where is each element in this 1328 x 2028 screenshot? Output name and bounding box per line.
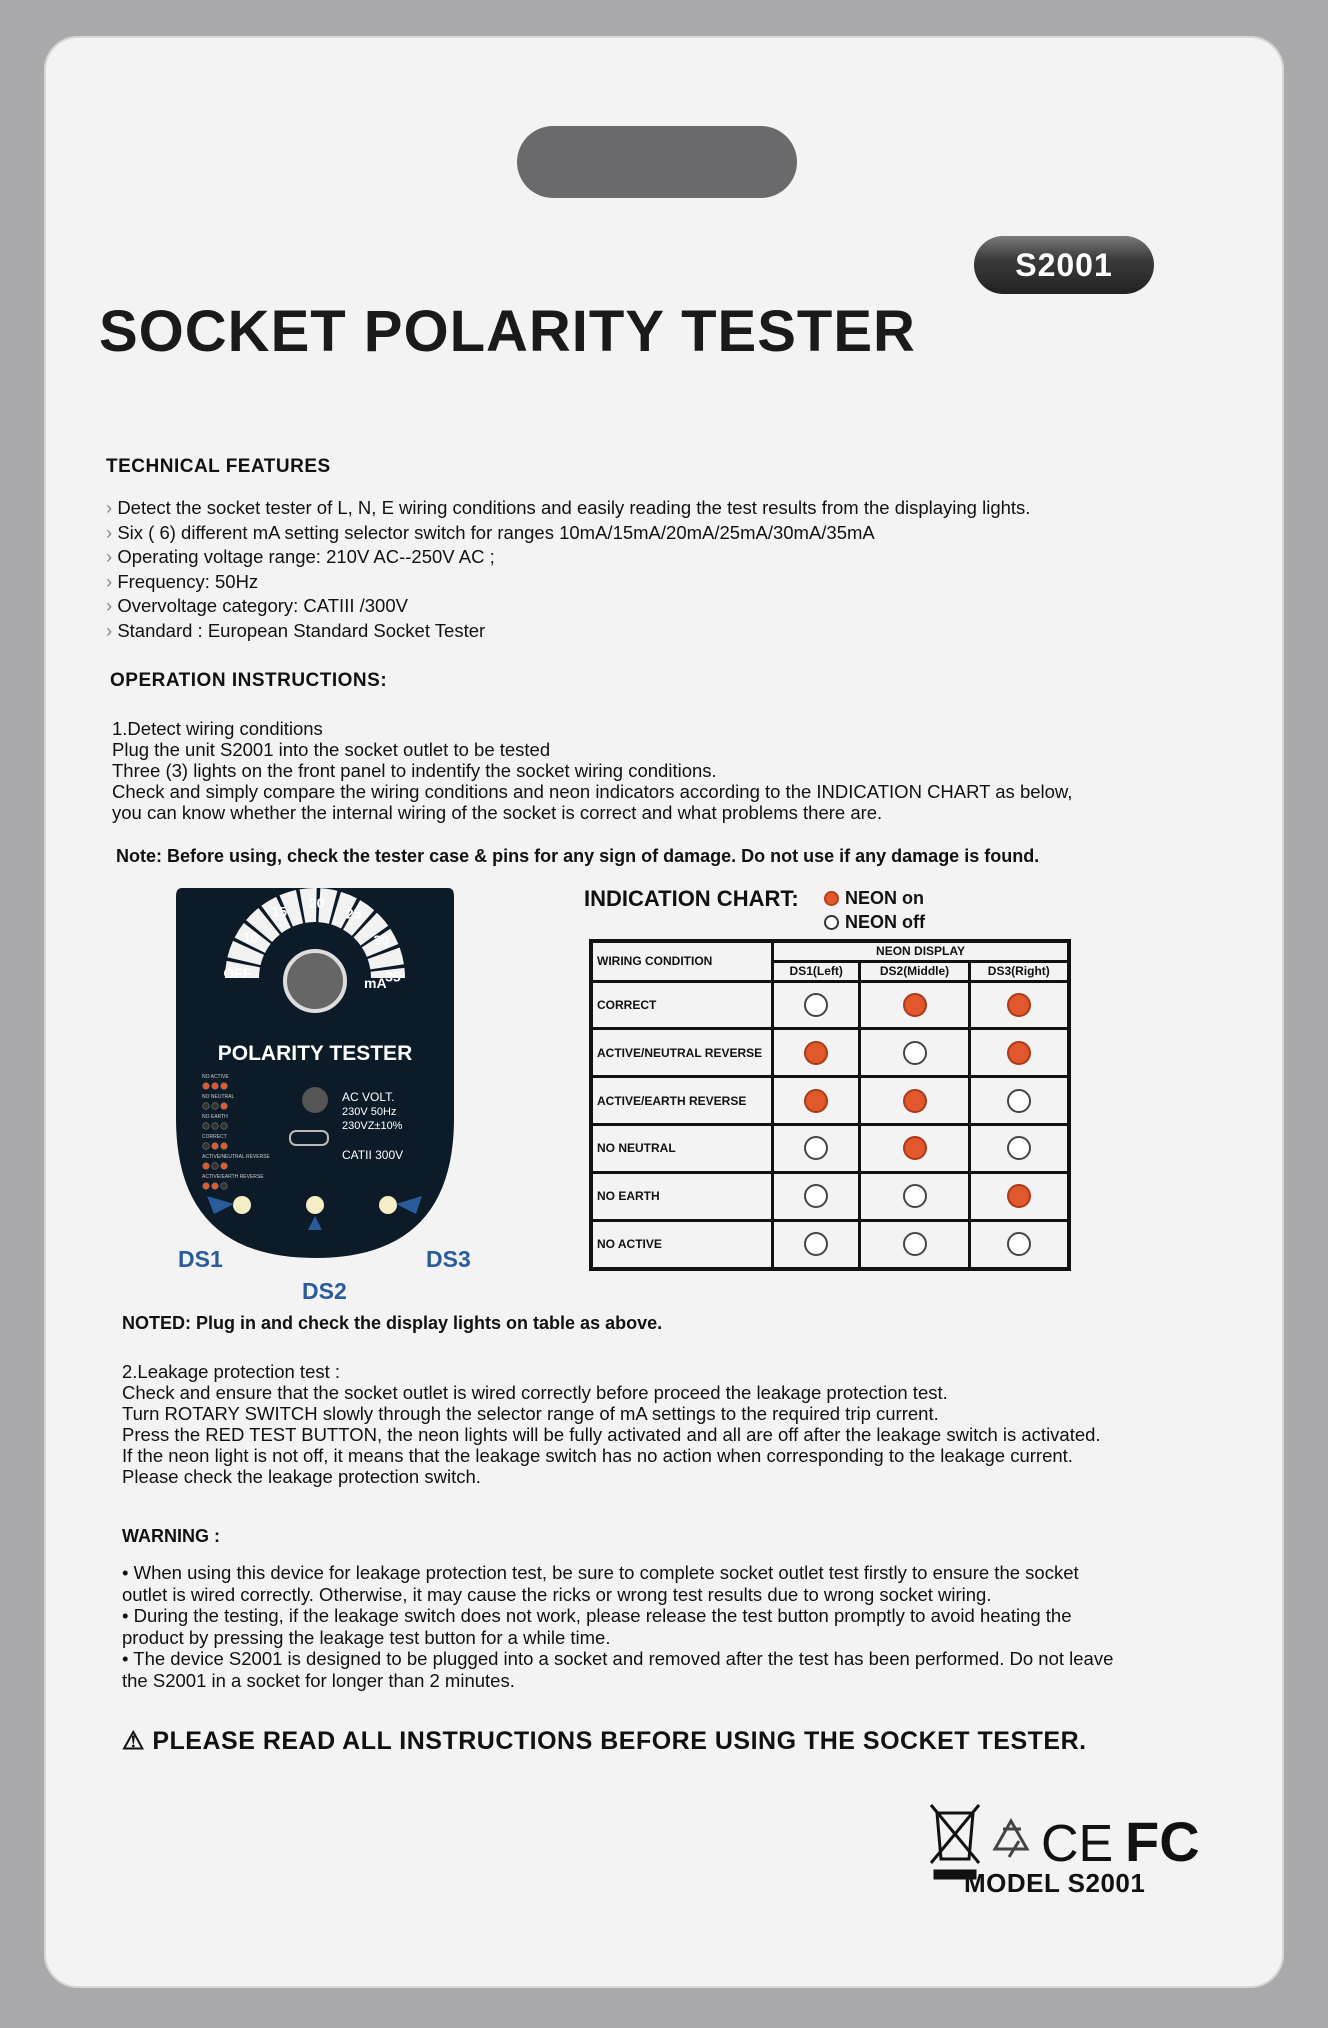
neon-cell (969, 1077, 1069, 1125)
neon-cell (860, 1172, 969, 1220)
text-line: 1.Detect wiring conditions (112, 718, 323, 739)
dial-label: OFF (223, 965, 252, 982)
mini-lamp (212, 1163, 219, 1170)
mini-label: NO EARTH (202, 1114, 228, 1120)
ds2-lamp (306, 1196, 324, 1214)
mini-lamp (221, 1083, 228, 1090)
legend-on-label: NEON on (845, 888, 924, 908)
mini-lamp (212, 1103, 219, 1110)
table-row (591, 981, 1069, 1029)
text-line: Press the RED TEST BUTTON, the neon lights will be fully activated and all are off after the leakage switch is activated. (122, 1424, 1101, 1445)
neon-cell (773, 1125, 860, 1173)
spec-line-1: AC VOLT. (342, 1090, 395, 1104)
neon-on-icon (804, 1089, 828, 1113)
text-line: Plug the unit S2001 into the socket outlet to be tested (112, 739, 551, 760)
list-item: › Six ( 6) different mA setting selector switch for ranges 10mA/15mA/20mA/25mA/30mA/35mA (106, 521, 1226, 546)
table-row (591, 1220, 1069, 1269)
neon-off-icon (1007, 1089, 1031, 1113)
list-item: › Standard : European Standard Socket Tester (106, 619, 1226, 644)
text-line: you can know whether the internal wiring of the socket is correct and what problems there are. (112, 802, 883, 823)
mini-label: NO NEUTRAL (202, 1094, 235, 1100)
recycle-icon (995, 1821, 1027, 1857)
mini-lamp (203, 1083, 210, 1090)
row-condition: ACTIVE/EARTH REVERSE (591, 1077, 773, 1125)
hang-hole (517, 126, 797, 198)
ce-mark-icon: CE (1041, 1815, 1114, 1873)
legend-on (824, 888, 924, 909)
page-title: SOCKET POLARITY TESTER (99, 299, 916, 364)
text-line: Check and ensure that the socket outlet is wired correctly before proceed the leakage protection test. (122, 1382, 948, 1403)
mini-lamp (203, 1143, 210, 1150)
neon-on-icon (903, 993, 927, 1017)
neon-cell (860, 1077, 969, 1125)
mini-label: ACTIVE/NEUTRAL REVERSE (202, 1154, 270, 1160)
neon-off-icon (804, 993, 828, 1017)
mini-lamp (212, 1143, 219, 1150)
list-item: › Frequency: 50Hz (106, 570, 1226, 595)
dial-label: 20 (308, 895, 325, 912)
table-row (591, 1125, 1069, 1173)
mini-label: ACTIVE/EARTH REVERSE (202, 1174, 264, 1180)
col-header-neon-display: NEON DISPLAY (773, 941, 1070, 961)
mini-lamp (212, 1123, 219, 1130)
neon-on-icon (903, 1089, 927, 1113)
spec-line-2: 230V 50Hz (342, 1106, 397, 1118)
neon-cell (969, 1172, 1069, 1220)
model-number: MODEL S2001 (964, 1868, 1146, 1898)
mini-lamp (212, 1083, 219, 1090)
list-item: › Overvoltage category: CATIII /300V (106, 594, 1226, 619)
dial-unit: mA (364, 975, 387, 991)
neon-off-icon (903, 1184, 927, 1208)
test-button (302, 1087, 328, 1113)
row-condition: NO EARTH (591, 1172, 773, 1220)
tester-illustration (172, 878, 458, 1288)
package-card (44, 36, 1284, 1988)
col-header-ds2: DS2(Middle) (860, 961, 969, 981)
neon-off-icon (804, 1136, 828, 1160)
mini-lamp (212, 1183, 219, 1190)
ds2-label: DS2 (302, 1278, 347, 1304)
neon-off-icon (1007, 1232, 1031, 1256)
neon-cell (969, 1029, 1069, 1077)
mini-lamp (203, 1163, 210, 1170)
neon-on-icon (824, 891, 839, 906)
mini-lamp (221, 1143, 228, 1150)
mini-label: NO ACTIVE (202, 1074, 229, 1080)
neon-on-icon (1007, 993, 1031, 1017)
spec-line-3: 230VZ±10% (342, 1120, 403, 1132)
neon-cell (860, 1029, 969, 1077)
list-item: › Operating voltage range: 210V AC--250V AC ; (106, 545, 1226, 570)
text-line: Please check the leakage protection switch. (122, 1466, 481, 1487)
neon-cell (969, 981, 1069, 1029)
text-line: the S2001 in a socket for longer than 2 minutes. (122, 1669, 515, 1691)
ds3-lamp (379, 1196, 397, 1214)
neon-cell (773, 1077, 860, 1125)
dial-label: 30 (373, 931, 390, 948)
dial-label: 35 (385, 968, 401, 985)
device-title: POLARITY TESTER (217, 1042, 413, 1065)
table-row (591, 1029, 1069, 1077)
warning-heading: WARNING : (122, 1526, 220, 1546)
text-line: • When using this device for leakage protection test, be sure to complete socket outlet test firstly to ensure the socket (122, 1562, 1079, 1583)
text-line: product by pressing the leakage test button for a while time. (122, 1626, 611, 1648)
row-condition: NO ACTIVE (591, 1220, 773, 1269)
indication-chart-title: INDICATION CHART: (584, 886, 799, 911)
leakage-text (122, 1361, 1101, 1487)
col-header-ds3: DS3(Right) (969, 961, 1069, 981)
mini-lamp (221, 1103, 228, 1110)
ds3-label: DS3 (426, 1246, 471, 1272)
text-line: Turn ROTARY SWITCH slowly through the selector range of mA settings to the required trip current. (122, 1403, 939, 1424)
ds1-label: DS1 (178, 1246, 223, 1272)
neon-off-icon (1007, 1136, 1031, 1160)
model-badge: S2001 (974, 236, 1154, 294)
neon-cell (969, 1220, 1069, 1269)
technical-heading: TECHNICAL FEATURES (106, 456, 331, 477)
text-line: If the neon light is not off, it means that the leakage switch has no action when corresponding to the leakage current. (122, 1445, 1073, 1466)
text-line: Check and simply compare the wiring conditions and neon indicators according to the INDICATION CHART as below, (112, 781, 1073, 802)
mini-label: CORRECT (202, 1134, 227, 1140)
text-line: • The device S2001 is designed to be plugged into a socket and removed after the test has been performed. Do not leave (122, 1648, 1114, 1669)
text-line: 2.Leakage protection test : (122, 1361, 341, 1382)
table-row (591, 1172, 1069, 1220)
neon-on-icon (903, 1136, 927, 1160)
list-item: › Detect the socket tester of L, N, E wiring conditions and easily reading the test results from the displaying lights. (106, 496, 1226, 521)
text-line: outlet is wired correctly. Otherwise, it may cause the ricks or wrong test results due to wrong socket wiring. (122, 1583, 992, 1605)
neon-off-icon (824, 915, 839, 930)
table-row (591, 1077, 1069, 1125)
neon-on-icon (804, 1041, 828, 1065)
warning-text (122, 1562, 1113, 1691)
ds1-lamp (233, 1196, 251, 1214)
neon-on-icon (1007, 1041, 1031, 1065)
mini-lamp (221, 1123, 228, 1130)
mini-lamp (203, 1103, 210, 1110)
legend-off (824, 912, 925, 933)
dial-label: 25 (345, 905, 362, 922)
text-line: Three (3) lights on the front panel to indentify the socket wiring conditions. (112, 760, 717, 781)
read-instructions-banner: ⚠ PLEASE READ ALL INSTRUCTIONS BEFORE USING THE SOCKET TESTER. (122, 1727, 1087, 1755)
neon-cell (773, 1172, 860, 1220)
mini-lamp (221, 1163, 228, 1170)
neon-cell (860, 981, 969, 1029)
neon-cell (773, 1029, 860, 1077)
neon-off-icon (903, 1041, 927, 1065)
neon-off-icon (804, 1232, 828, 1256)
text-line: • During the testing, if the leakage switch does not work, please release the test button promptly to avoid heating the (122, 1605, 1072, 1626)
feature-list (106, 496, 1226, 643)
mini-lamp (221, 1183, 228, 1190)
fc-mark-icon: FC (1125, 1810, 1200, 1873)
mini-lamp (203, 1183, 210, 1190)
neon-on-icon (1007, 1184, 1031, 1208)
mini-lamp (203, 1123, 210, 1130)
neon-cell (773, 1220, 860, 1269)
dial-label: 15 (271, 903, 288, 920)
col-header-condition: WIRING CONDITION (591, 941, 773, 981)
col-header-ds1: DS1(Left) (773, 961, 860, 981)
row-condition: NO NEUTRAL (591, 1125, 773, 1173)
row-condition: CORRECT (591, 981, 773, 1029)
operation-heading: OPERATION INSTRUCTIONS: (110, 670, 388, 691)
neon-off-icon (903, 1232, 927, 1256)
damage-note: Note: Before using, check the tester case & pins for any sign of damage. Do not use if any damage is found. (116, 846, 1040, 866)
neon-off-icon (804, 1184, 828, 1208)
neon-cell (773, 981, 860, 1029)
spec-cat: CATII 300V (342, 1148, 404, 1162)
row-condition: ACTIVE/NEUTRAL REVERSE (591, 1029, 773, 1077)
dial-label: 10 (242, 929, 259, 946)
neon-cell (969, 1125, 1069, 1173)
legend-off-label: NEON off (845, 912, 925, 932)
neon-cell (860, 1220, 969, 1269)
neon-cell (860, 1125, 969, 1173)
operation-text (112, 718, 1072, 823)
noted-text: NOTED: Plug in and check the display lights on table as above. (122, 1313, 663, 1333)
indication-table (589, 939, 1071, 1271)
